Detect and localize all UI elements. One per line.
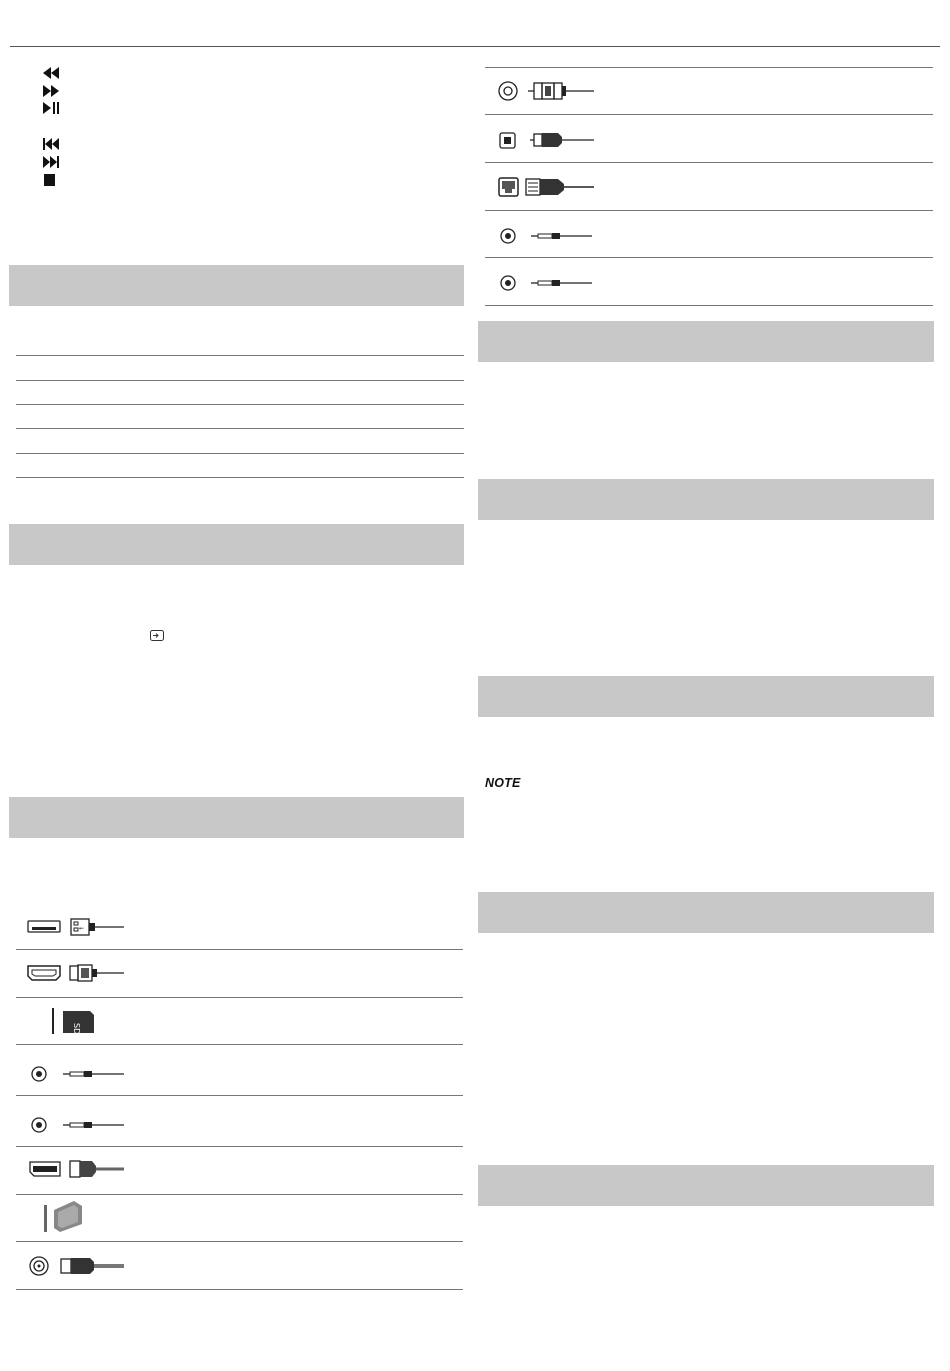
table-rule: [16, 1241, 463, 1242]
header-rule: [10, 46, 940, 47]
table-rule: [485, 114, 933, 115]
headphone-jack-icon: [30, 1064, 126, 1084]
ci-card-slot-icon: [42, 1200, 92, 1234]
play-pause-icon: [42, 101, 62, 115]
table-rule: [16, 1194, 463, 1195]
av-in-jack-icon: [30, 1115, 126, 1135]
table-rule: [16, 404, 464, 405]
table-rule: [16, 1289, 463, 1290]
svg-text:⇜: ⇜: [79, 925, 85, 932]
component-rca-icon: [496, 79, 596, 103]
section-header-band: [478, 479, 934, 520]
table-rule: [16, 1146, 463, 1147]
fast-forward-icon: [42, 84, 62, 98]
table-rule: [16, 355, 464, 356]
table-rule: [16, 1095, 463, 1096]
table-rule: [485, 67, 933, 68]
table-rule: [16, 453, 464, 454]
section-header-band: [478, 892, 934, 933]
section-header-band: [478, 1165, 934, 1206]
next-track-icon: [42, 155, 62, 169]
audio-out-jack-icon: [498, 226, 594, 246]
table-rule: [485, 305, 933, 306]
section-header-band: [9, 524, 464, 565]
table-rule: [16, 997, 463, 998]
table-rule: [16, 949, 463, 950]
lan-ethernet-icon: [496, 175, 596, 199]
section-header-band: [9, 797, 464, 838]
stop-icon: [42, 173, 62, 187]
rewind-icon: [42, 66, 62, 80]
table-rule: [16, 1044, 463, 1045]
table-rule: [16, 428, 464, 429]
section-header-band: [478, 321, 934, 362]
table-rule: [16, 380, 464, 381]
section-header-band: [478, 676, 934, 717]
table-rule: [485, 257, 933, 258]
table-rule: [16, 477, 464, 478]
previous-track-icon: [42, 137, 62, 151]
note-label: NOTE: [485, 776, 521, 790]
input-source-icon: [150, 628, 164, 639]
optical-audio-icon: [496, 129, 596, 151]
usb-port-icon: [26, 916, 126, 938]
table-rule: [485, 210, 933, 211]
antenna-port-icon: [28, 1254, 126, 1278]
svg-text:SD: SD: [72, 1023, 81, 1035]
hdmi-port-icon: [26, 962, 126, 984]
displayport-icon: [26, 1158, 126, 1180]
table-rule: [485, 162, 933, 163]
mini-av-jack-icon: [498, 273, 594, 293]
section-header-band: [9, 265, 464, 306]
sd-card-slot-icon: [50, 1007, 100, 1035]
